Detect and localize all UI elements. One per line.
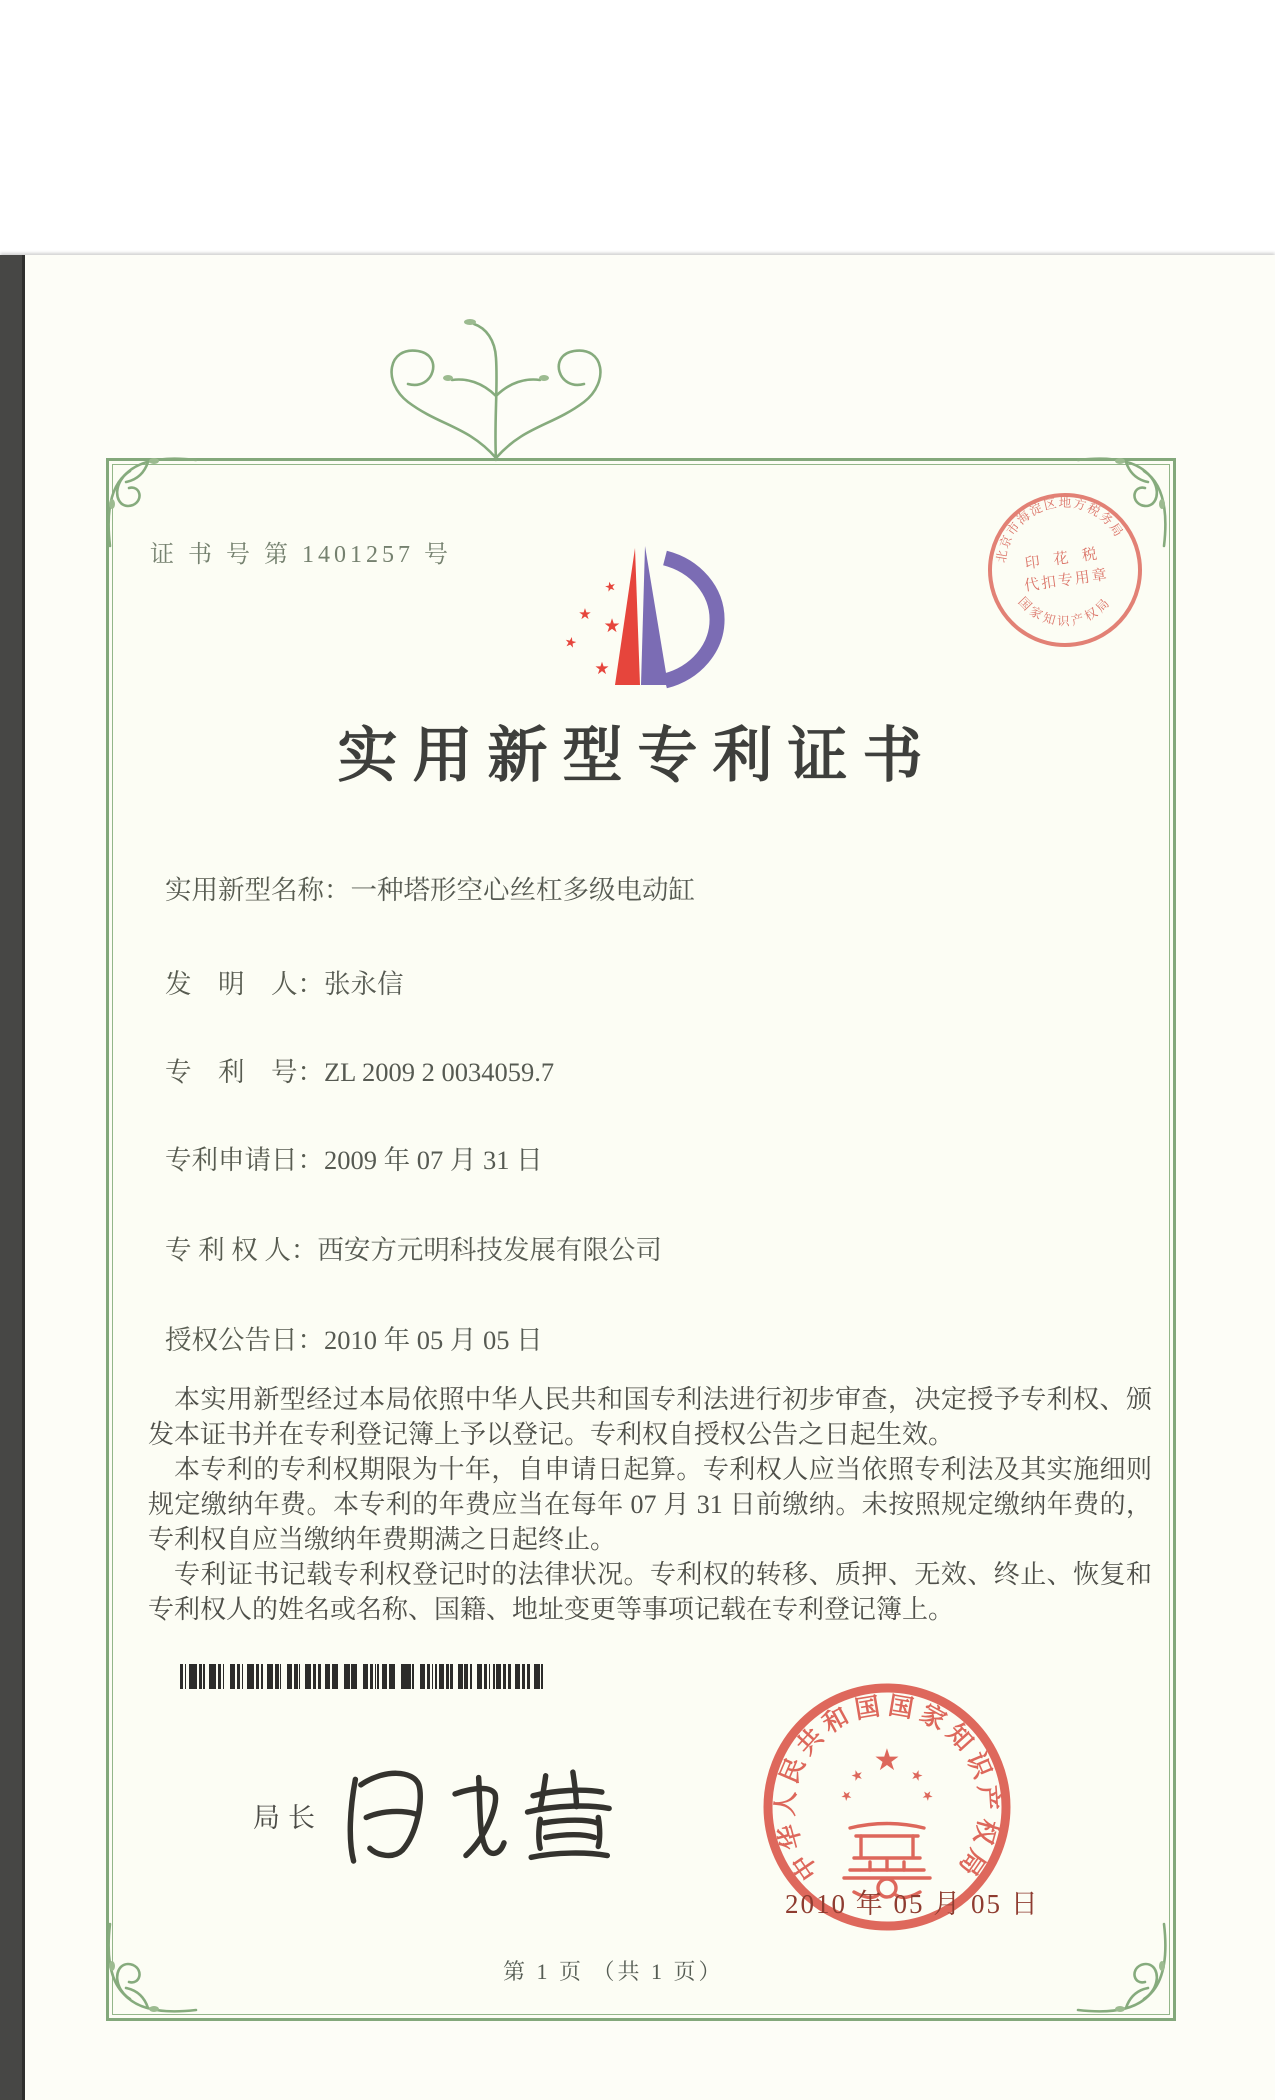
field-label: 发 明 人： <box>165 969 324 999</box>
svg-text:★: ★ <box>562 633 579 653</box>
field-value: 张永信 <box>324 969 404 999</box>
svg-text:★: ★ <box>918 1786 937 1806</box>
field-patent-number <box>165 1050 554 1089</box>
cnipa-seal-arc-text: 中华人民共和国国家知识产权局 <box>772 1692 1002 1885</box>
field-value: ZL 2009 2 0034059.7 <box>324 1057 555 1087</box>
issue-date: 2010 年 05 月 05 日 <box>785 1889 1040 1919</box>
svg-text:★: ★ <box>908 1766 926 1786</box>
tax-seal-arc-top: 北京市海淀区地方税务局 <box>994 495 1127 564</box>
cnipa-logo-icon <box>540 533 750 703</box>
national-emblem-icon <box>838 1743 936 1897</box>
svg-text:★: ★ <box>837 1786 856 1806</box>
field-label: 专 利 号： <box>165 1057 324 1087</box>
svg-text:★: ★ <box>594 659 610 679</box>
field-label: 授权公告日： <box>165 1325 324 1355</box>
tax-withholding-seal <box>974 479 1157 662</box>
scan-dark-edge <box>0 255 25 2100</box>
border-flourish-bottom-right-icon <box>1076 1922 1172 2018</box>
svg-text:★: ★ <box>578 605 592 623</box>
field-value: 西安方元明科技发展有限公司 <box>317 1235 662 1265</box>
legal-paragraph-3: 专利证书记载专利权登记时的法律状况。专利权的转移、质押、无效、终止、恢复和专利权人的姓名或名称、国籍、地址变更等事项记载在专利登记簿上。 <box>148 1560 1152 1624</box>
field-filing-date <box>165 1138 543 1177</box>
field-grant-publication-date <box>165 1318 543 1357</box>
field-value: 2010 年 05 月 05 日 <box>324 1325 543 1355</box>
field-value: 一种塔形空心丝杠多级电动缸 <box>350 875 695 905</box>
legal-text <box>148 1382 1152 1627</box>
field-label: 实用新型名称： <box>165 875 351 905</box>
certificate-title: 实用新型专利证书 <box>337 723 938 789</box>
border-ornament-top-icon <box>348 304 644 464</box>
svg-text:★: ★ <box>848 1766 866 1786</box>
legal-paragraph-2: 本专利的专利权期限为十年，自申请日起算。专利权人应当依照专利法及其实施细则规定缴纳年费。本专利的年费应当在每年 07 月 31 日前缴纳。未按照规定缴纳年费的，专利权自应当缴纳年费期满之日起终止。 <box>148 1455 1152 1554</box>
barcode <box>180 1664 543 1689</box>
legal-paragraph-1: 本实用新型经过本局依照中华人民共和国专利法进行初步审查，决定授予专利权、颁发本证书并在专利登记簿上予以登记。专利权自授权公告之日起生效。 <box>148 1385 1152 1449</box>
tax-seal-arc-bottom: 国家知识产权局 <box>1015 594 1115 629</box>
director-signature-handwriting <box>330 1752 620 1892</box>
field-utility-model-name <box>165 868 695 907</box>
border-flourish-bottom-left-icon <box>102 1922 198 2018</box>
tax-seal-center-line2: 代扣专用章 <box>1023 567 1110 595</box>
certificate-number: 证 书 号 第 1401257 号 <box>150 542 452 568</box>
page-number: 第 1 页 （共 1 页） <box>503 1959 724 1984</box>
field-label: 专利申请日： <box>165 1145 324 1175</box>
svg-text:★: ★ <box>603 615 621 637</box>
svg-text:★: ★ <box>873 1743 901 1778</box>
field-inventor <box>165 962 404 1001</box>
field-value: 2009 年 07 月 31 日 <box>324 1145 543 1175</box>
director-label: 局长 <box>253 1803 323 1833</box>
field-label: 专 利 权 人： <box>165 1235 318 1265</box>
field-patentee <box>165 1228 662 1267</box>
tax-seal-center-line1: 印 花 税 <box>1023 545 1103 573</box>
svg-text:★: ★ <box>603 578 619 597</box>
